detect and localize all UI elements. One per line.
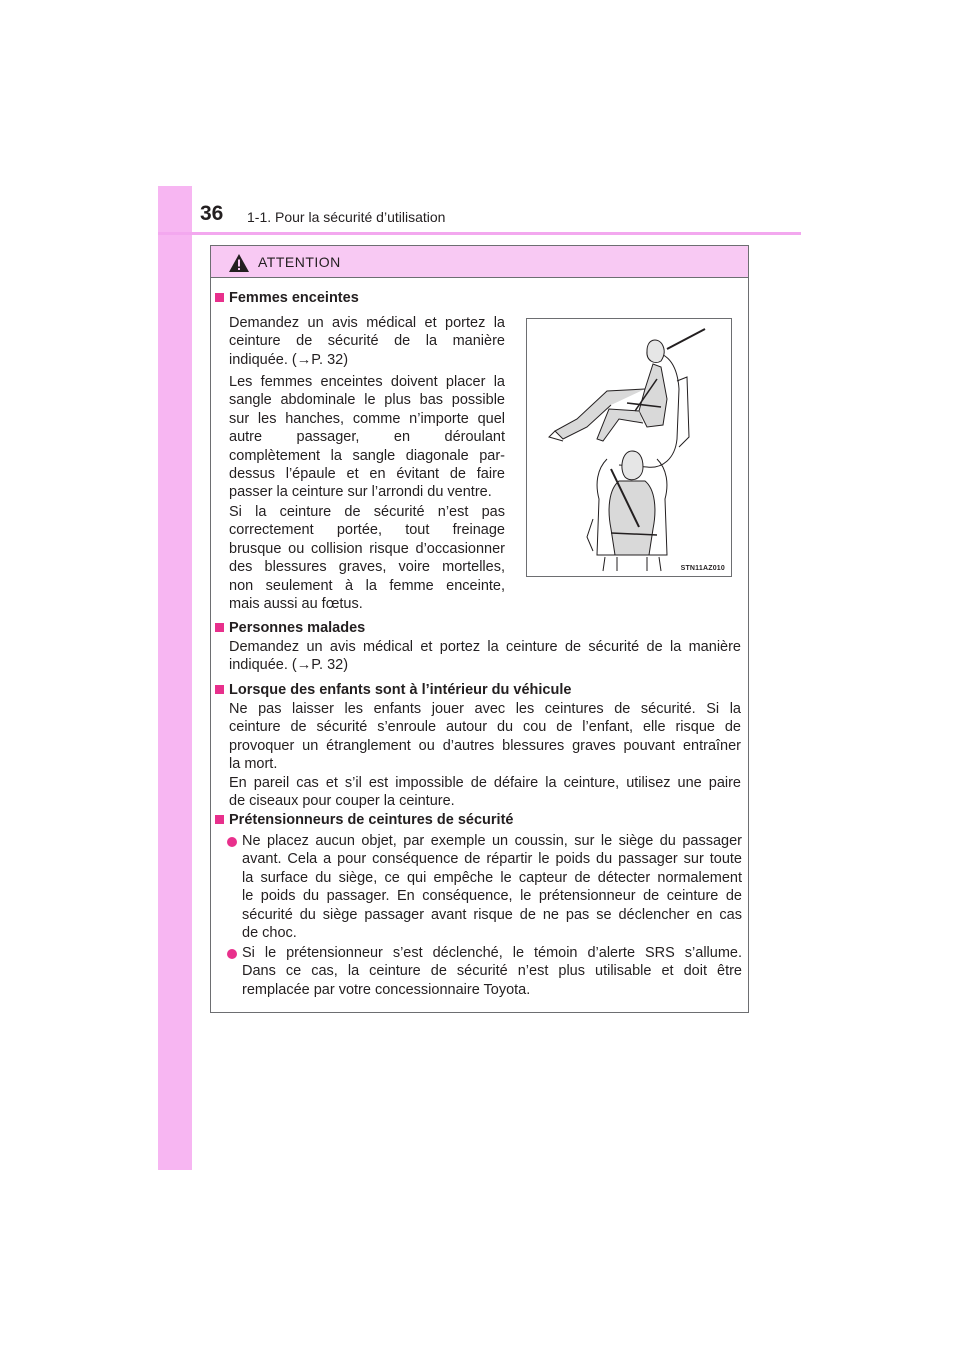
seatbelt-figure-drawing — [527, 319, 731, 576]
pregnant-para-2: Les femmes enceintes doivent placer la sangle abdominale le plus bas possible sur les hanches, comme n’importe quel autre passager, en déroulant complètement la sangle diagonale par- dessus l’épaule et en évitant de faire passer la ceinture sur l’arrondi du ventre. — [229, 374, 505, 501]
pregnant-para-1: Demandez un avis médical et portez la ceinture de sécurité de la manière indiquée. (→P. 32) — [229, 315, 505, 368]
children-paragraph: Ne pas laisser les enfants jouer avec les ceintures de sécurité. Si la ceinture de sécurité s’enroule autour du cou de l’enfant, elle risque de provoquer un étranglement ou d’autres blessures graves pouvant entraîner la mort. En pareil cas et s’il est impossible de défaire la ceinture, utilisez une paire de ciseaux pour couper la ceinture. — [229, 701, 741, 810]
bullet-dot-icon — [227, 949, 237, 959]
pregnant-heading: Femmes enceintes — [229, 290, 359, 306]
warning-header — [211, 246, 748, 278]
page-number: 36 — [200, 202, 224, 225]
section-bullet-icon — [215, 815, 224, 824]
ill-heading: Personnes malades — [229, 620, 366, 636]
section-bullet-icon — [215, 623, 224, 632]
pregnant-para-3: Si la ceinture de sécurité n’est pas correctement portée, tout freinage brusque ou collision risque d’occasionner des blessures graves, voire mortelles, non seulement à la femme enceinte, mais aussi au fœtus. — [229, 504, 505, 613]
ill-paragraph: Demandez un avis médical et portez la ceinture de sécurité de la manière indiquée. (→P. 32) — [229, 639, 741, 674]
warning-title: ATTENTION — [258, 254, 341, 270]
header-rule — [158, 232, 801, 235]
pregnant-seatbelt-illustration — [526, 318, 732, 577]
pretensioners-bullet-2: Si le prétensionneur s’est déclenché, le témoin d’alerte SRS s’allume. Dans ce cas, la ceinture de sécurité n’est plus utilisable et doit être remplacée par votre concessionnaire Toyota. — [242, 945, 742, 998]
section-title: 1-1. Pour la sécurité d’utilisation — [247, 209, 446, 225]
warning-triangle-icon — [228, 253, 250, 273]
section-bullet-icon — [215, 685, 224, 694]
pretensioners-heading: Prétensionneurs de ceintures de sécurité — [229, 812, 514, 828]
bullet-dot-icon — [227, 837, 237, 847]
figure-code: STN11AZ010 — [680, 565, 725, 572]
side-tab — [158, 186, 192, 1170]
children-heading: Lorsque des enfants sont à l’intérieur du véhicule — [229, 682, 572, 698]
section-bullet-icon — [215, 293, 224, 302]
pretensioners-bullet-1: Ne placez aucun objet, par exemple un coussin, sur le siège du passager avant. Cela a pour conséquence de répartir le poids du passager sur toute la surface du siège, ce qui empêche le capteur de détecter normalement le poids du passager. En conséquence, le prétensionneur de ceinture de sécurité du siège passager avant risque de ne pas se déclencher en cas de choc. — [242, 833, 742, 942]
